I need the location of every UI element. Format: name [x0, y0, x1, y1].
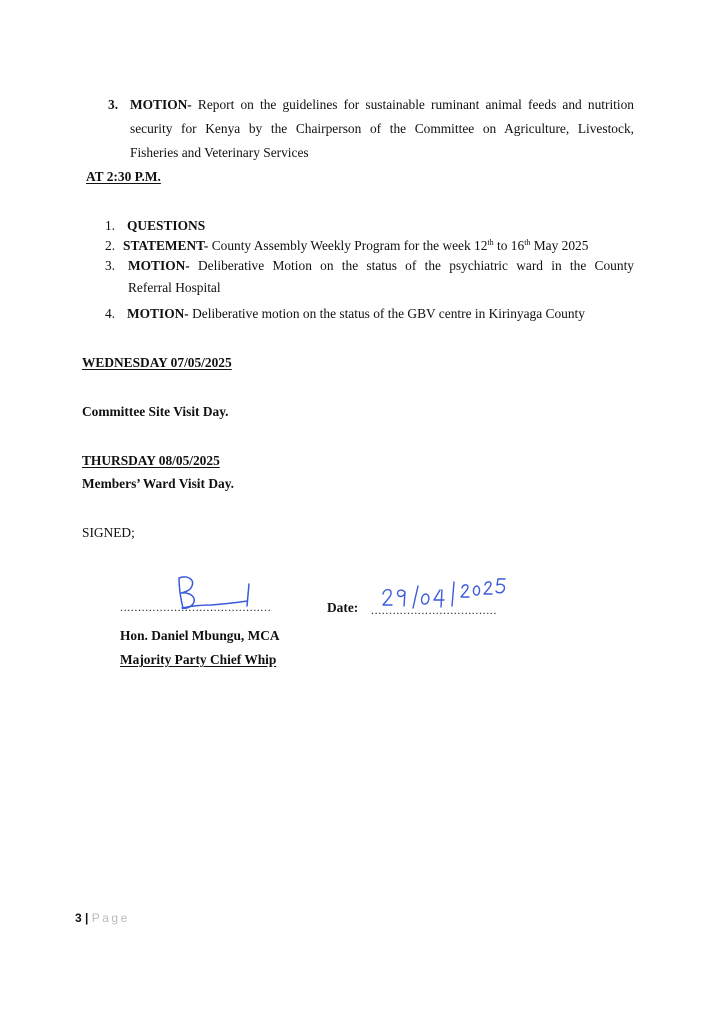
list-item — [105, 306, 585, 322]
signatory-title: Majority Party Chief Whip — [120, 652, 277, 667]
motion-text-line: Fisheries and Veterinary Services — [130, 145, 309, 160]
list-item — [105, 238, 588, 254]
signature-line: .......................................... — [120, 600, 272, 614]
item-text: County Assembly Weekly Program for the week 12 — [211, 238, 488, 253]
page-number: 3 — [75, 911, 82, 925]
superscript: th — [487, 238, 494, 247]
day-text: Committee Site Visit Day. — [82, 404, 229, 419]
footer-separator: | — [85, 911, 89, 925]
list-item — [105, 218, 205, 234]
item-text: Deliberative Motion on the status of the psychiatric ward in the County — [198, 258, 634, 273]
signed-label: SIGNED; — [82, 525, 135, 540]
date-label: Date: — [327, 600, 359, 615]
motion-label: MOTION- — [130, 97, 192, 112]
page-word: Page — [91, 911, 130, 925]
item-text: May 2025 — [530, 238, 589, 253]
superscript: th — [524, 238, 531, 247]
list-item — [128, 258, 634, 274]
item-number: 3. — [105, 258, 116, 273]
item-number: 2. — [105, 238, 116, 253]
section-heading: AT 2:30 P.M. — [86, 169, 161, 184]
day-heading: THURSDAY 08/05/2025 — [82, 453, 220, 468]
item-label: MOTION- — [128, 258, 190, 273]
item-text: Referral Hospital — [128, 280, 221, 295]
item-label: QUESTIONS — [127, 218, 206, 233]
handwritten-date — [380, 572, 530, 612]
item-number: 4. — [105, 306, 116, 321]
signatory-name: Hon. Daniel Mbungu, MCA — [120, 628, 280, 643]
item-label: MOTION- — [127, 306, 189, 321]
item-label: STATEMENT- — [123, 238, 209, 253]
item-text: to 16 — [493, 238, 525, 253]
date-line: ................................... — [371, 603, 497, 617]
item-number: 1. — [105, 218, 116, 233]
motion-text: Report on the guidelines for sustainable ruminant animal feeds and nutrition — [197, 97, 634, 112]
item-number: 3. — [108, 97, 119, 112]
motion-text-line — [130, 97, 634, 113]
item-text: Deliberative motion on the status of the GBV centre in Kirinyaga County — [192, 306, 585, 321]
motion-text-line: security for Kenya by the Chairperson of the Committee on Agriculture, Livestock, — [130, 121, 634, 136]
day-heading: WEDNESDAY 07/05/2025 — [82, 355, 232, 370]
page-footer — [75, 911, 130, 925]
day-text: Members’ Ward Visit Day. — [82, 476, 234, 491]
